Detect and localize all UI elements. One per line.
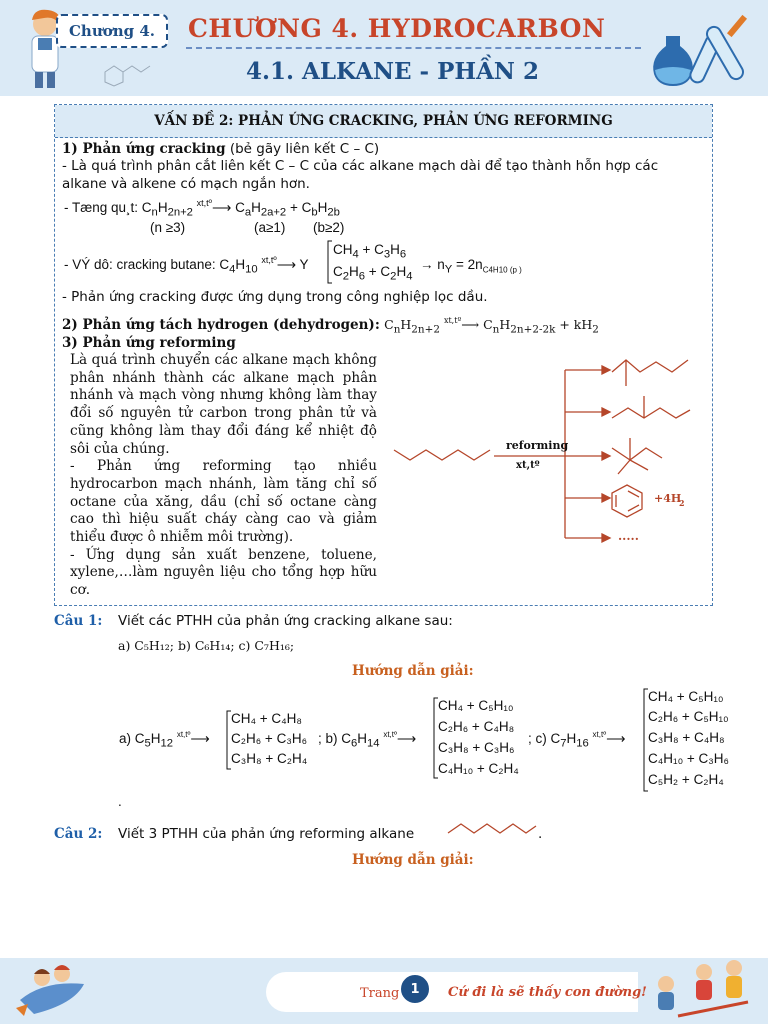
example-label: - VÝ dô: cracking butane: xyxy=(64,257,216,272)
section-3-text xyxy=(70,352,377,600)
answer-c-product-5: C₅H₂ + C₂H₄ xyxy=(648,772,724,787)
question-2-text: Viết 3 PTHH của phản ứng reforming alkane xyxy=(118,826,415,842)
answer-a-reactant: a) $C_5H_{12}$ $^{xt,tº}$⟶ xyxy=(119,730,210,750)
title-divider xyxy=(186,47,641,49)
section-1-application: - Phản ứng cracking được ứng dụng trong công nghiệp lọc dầu. xyxy=(62,289,488,305)
branched-alkane-1 xyxy=(612,360,688,386)
question-2-alkane-skeleton xyxy=(446,820,538,838)
catalyst-label: xt,tº xyxy=(516,460,540,471)
question-2-label: Câu 2: xyxy=(54,826,103,842)
question-1 xyxy=(54,612,102,630)
general-cond-n: (n ≥3) xyxy=(150,220,186,235)
footer-page-label: Trang xyxy=(360,986,400,1001)
general-label: - Tæng qu¸t: xyxy=(64,200,139,215)
answer-b-product-1: CH₄ + C₅H₁₀ xyxy=(438,698,514,713)
section-3-paragraph-1: Là quá trình chuyển các alkane mạch không phân nhánh thành các alkane mạch phân nhánh và mạch vòng nhưng không làm thay đổi số nguyên tử carbon trong phân tử và cũng không làm thay đổi đáng kể nhiệt độ sôi của chúng. xyxy=(70,352,377,457)
section-1-title: 1) Phản ứng cracking xyxy=(62,141,226,157)
hydrogen-label: +4H xyxy=(654,492,682,505)
hydrogen-subscript: 2 xyxy=(679,498,685,508)
question-2-end: . xyxy=(538,826,543,842)
more-products-dots: ..... xyxy=(618,529,639,543)
answer-a-product-3: C₃H₈ + C₂H₄ xyxy=(231,751,308,766)
section-2-title: 2) Phản ứng tách hydrogen (dehydrogen): xyxy=(62,317,380,333)
section-1-line-1: - Là quá trình phân cắt liên kết C – C của các alkane mạch dài để tạo thành hỗn hợp các xyxy=(62,158,659,174)
question-1-guide: Hướng dẫn giải: xyxy=(352,663,474,679)
page-subtitle: 4.1. ALKANE - PHẦN 2 xyxy=(246,58,539,85)
page-header xyxy=(0,0,768,96)
hexane-skeleton xyxy=(394,450,490,460)
answer-c-product-1: CH₄ + C₅H₁₀ xyxy=(648,689,724,704)
branched-alkane-3 xyxy=(612,438,662,474)
answer-b-product-2: C₂H₆ + C₄H₈ xyxy=(438,719,515,734)
question-2-guide: Hướng dẫn giải: xyxy=(352,852,474,868)
lab-flask-icon xyxy=(652,12,758,88)
answer-a-product-2: C₂H₆ + C₃H₆ xyxy=(231,731,308,746)
section-2-heading: 2) Phản ứng tách hydrogen (dehydrogen): $C_nH_{2n+2}$ $^{xt,tº}$⟶ $C_nH_{2n+2-2k} + kH_2$ xyxy=(62,316,599,336)
question-1-label: Câu 1: xyxy=(54,613,103,629)
section-3-paragraph-3: - Ứng dụng sản xuất benzene, toluene, xylene,…làm nguyên liệu cho tổng hợp hữu cơ. xyxy=(70,546,377,599)
answer-c-product-2: C₂H₆ + C₅H₁₀ xyxy=(648,709,729,724)
section-1-note: (bẻ gãy liên kết C – C) xyxy=(225,141,380,157)
footer-slogan: Cứ đi là sẽ thấy con đường! xyxy=(448,985,647,1000)
section-3-paragraph-2: - Phản ứng reforming tạo nhiều hydrocarbon mạch nhánh, làm tăng chỉ số octane của xăng, dầu (chỉ số octane càng cao thì hiệu suất cháy càng cao và giảm thiểu được ô nhiễm môi trường). xyxy=(70,458,377,546)
example-mole-relation: → $n_Y = 2n_{C4H10 (p )}$ xyxy=(420,257,522,276)
general-cond-b: (b≥2) xyxy=(313,220,345,235)
branched-alkane-2 xyxy=(612,396,690,418)
example-product-1: $CH_4 + C_3H_6$ xyxy=(333,242,407,261)
topic-title: VẤN ĐỀ 2: PHẢN ỨNG CRACKING, PHẢN ỨNG REFORMING xyxy=(55,105,712,138)
answer-b-reactant: ; b) $C_6H_{14}$ $^{xt,tº}$⟶ xyxy=(318,730,417,750)
reforming-label: reforming xyxy=(506,439,569,452)
answer-end-dot: . xyxy=(118,794,122,809)
section-3-heading: 3) Phản ứng reforming xyxy=(62,335,236,351)
question-2 xyxy=(54,825,102,843)
answer-c-product-3: C₃H₈ + C₄H₈ xyxy=(648,730,725,745)
answer-b-product-4: C₄H₁₀ + C₂H₄ xyxy=(438,761,519,776)
molecule-decoration-icon xyxy=(100,52,160,88)
page-title: CHƯƠNG 4. HYDROCARBON xyxy=(188,14,606,43)
answer-a-product-1: CH₄ + C₄H₈ xyxy=(231,711,303,726)
general-equation: - Tæng qu¸t: $C_nH_{2n+2}$ $^{xt,tº}$⟶ $C_aH_{2a+2} + C_bH_{2b}$ xyxy=(64,198,340,219)
answer-b-product-3: C₃H₈ + C₃H₆ xyxy=(438,740,515,755)
question-1-items: a) C₅H₁₂; b) C₆H₁₄; c) C₇H₁₆; xyxy=(118,638,295,653)
chapter-badge: Chương 4. xyxy=(56,14,168,48)
running-kids-illustration-icon xyxy=(648,958,760,1022)
general-cond-a: (a≥1) xyxy=(254,220,286,235)
section-1-heading xyxy=(62,140,379,158)
reforming-diagram xyxy=(390,348,710,548)
answer-c-reactant: ; c) $C_7H_{16}$ $^{xt,tº}$⟶ xyxy=(528,730,626,750)
example-equation: - VÝ dô: cracking butane: $C_4H_{10}$ $^{xt,tº}$⟶ Y xyxy=(64,255,309,276)
example-product-2: $C_2H_6 + C_2H_4$ xyxy=(333,264,413,283)
question-1-text: Viết các PTHH của phản ứng cracking alkane sau: xyxy=(118,613,453,629)
answer-b-label: ; b) xyxy=(318,731,338,746)
answer-c-label: ; c) xyxy=(528,731,547,746)
answer-c-product-4: C₄H₁₀ + C₃H₆ xyxy=(648,751,729,766)
page-number: 1 xyxy=(399,973,431,1005)
answer-a-label: a) xyxy=(119,731,132,746)
rocket-kids-illustration-icon xyxy=(14,960,94,1022)
section-1-line-2: alkane và alkene có mạch ngắn hơn. xyxy=(62,176,310,192)
benzene-ring xyxy=(612,485,642,517)
